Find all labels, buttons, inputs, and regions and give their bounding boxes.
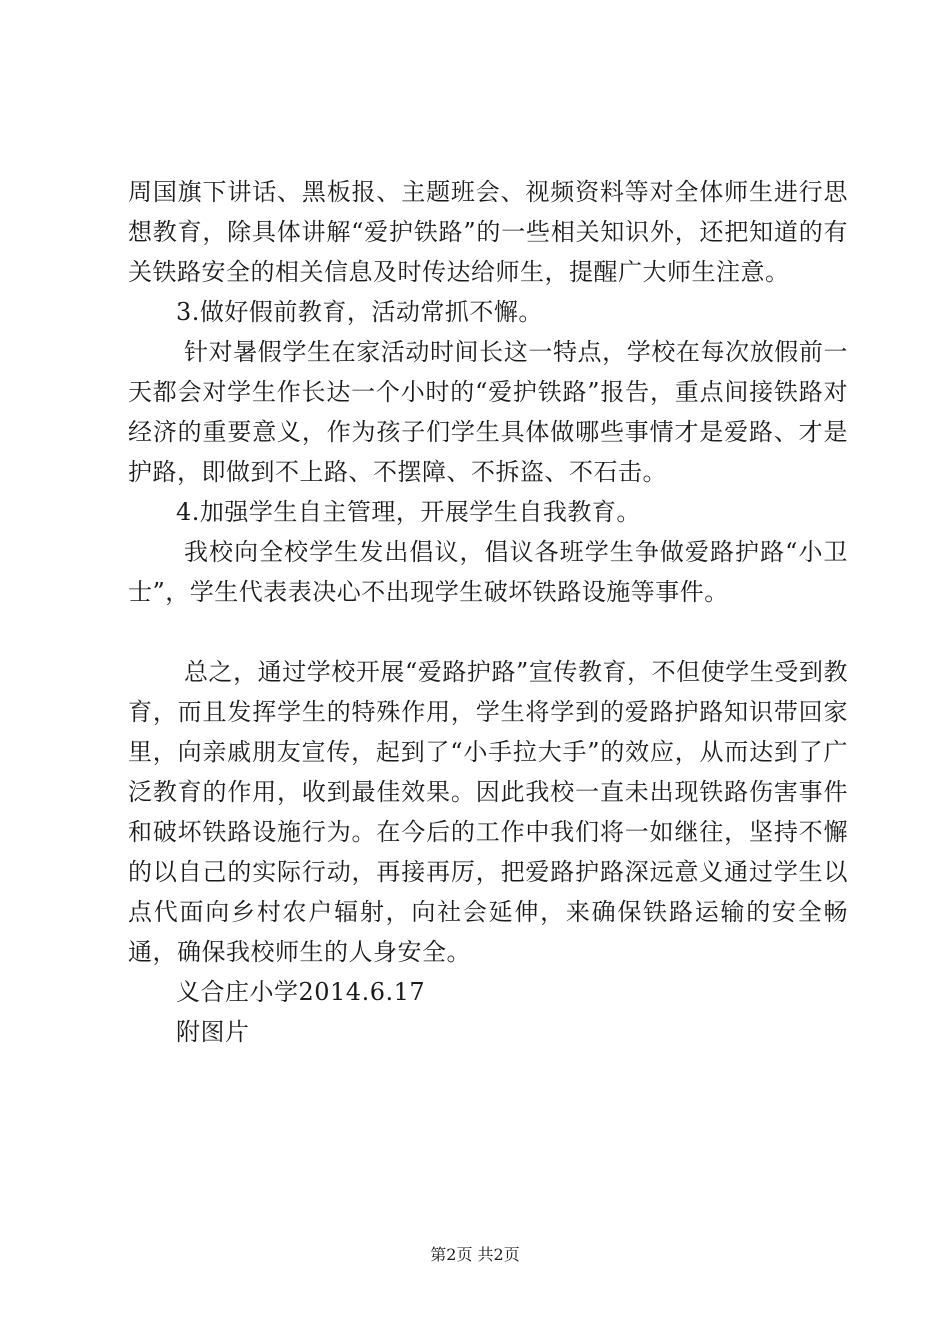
paragraph-spacer	[128, 612, 848, 652]
signature-line: 义合庄小学2014.6.17	[176, 978, 426, 1006]
paragraph-holiday-report: 针对暑假学生在家活动时间长这一特点，学校在每次放假前一天都会对学生作长达一个小时的“爱护铁路”报告，重点间接铁路对经济的重要意义，作为孩子们学生具体做哪些事情才是爱路、才是护路，即做到不上路、不摆障、不拆盗、不石击。	[128, 338, 848, 486]
document-body	[128, 172, 848, 1052]
heading-self-management: 4.加强学生自主管理，开展学生自我教育。	[176, 498, 641, 526]
attachment-note: 附图片	[176, 1018, 250, 1046]
paragraph-education-channels: 周国旗下讲话、黑板报、主题班会、视频资料等对全体师生进行思想教育，除具体讲解“爱护铁路”的一些相关知识外，还把知道的有关铁路安全的相关信息及时传达给师生，提醒广大师生注意。	[128, 178, 848, 286]
paragraph-summary: 总之，通过学校开展“爱路护路”宣传教育，不但使学生受到教育，而且发挥学生的特殊作用，学生将学到的爱路护路知识带回家里，向亲戚朋友宣传，起到了“小手拉大手”的效应，从而达到了广泛教育的作用，收到最佳效果。因此我校一直未出现铁路伤害事件和破坏铁路设施行为。在今后的工作中我们将一如继往，坚持不懈的以自己的实际行动，再接再厉，把爱路护路深远意义通过学生以点代面向乡村农户辐射，向社会延伸，来确保铁路运输的安全畅通，确保我校师生的人身安全。	[128, 658, 848, 966]
paragraph-initiative: 我校向全校学生发出倡议，倡议各班学生争做爱路护路“小卫士”，学生代表表决心不出现学生破坏铁路设施等事件。	[128, 538, 848, 606]
heading-holiday-education: 3.做好假前教育，活动常抓不懈。	[176, 298, 543, 326]
page-number-footer: 第2页 共2页	[430, 1245, 520, 1264]
